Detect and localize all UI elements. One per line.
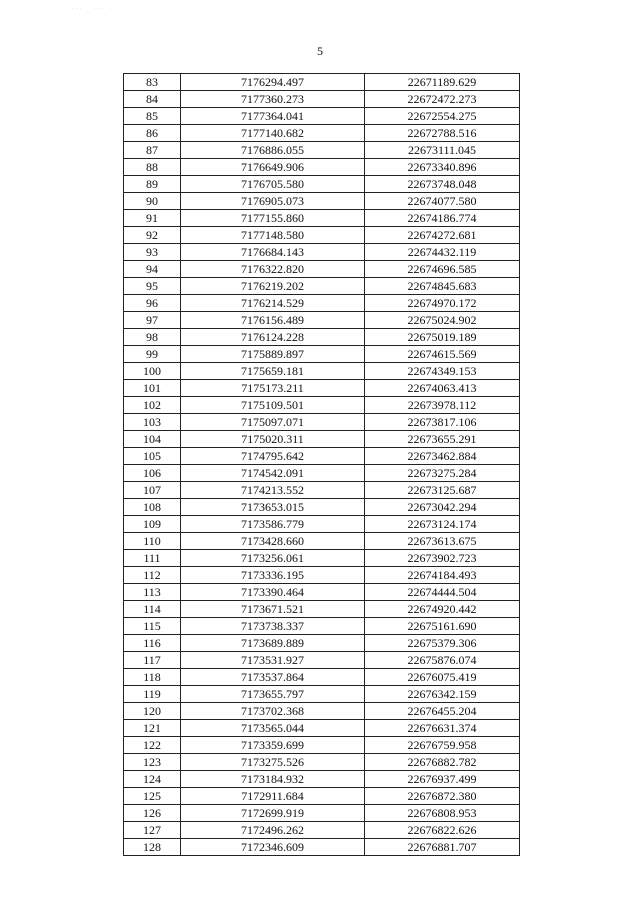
x-coordinate-cell: 7176705.580 xyxy=(181,176,365,193)
point-number-cell: 114 xyxy=(124,601,181,618)
x-coordinate-cell: 7176905.073 xyxy=(181,193,365,210)
x-coordinate-cell: 7173586.779 xyxy=(181,516,365,533)
table-row xyxy=(124,533,520,550)
y-coordinate-cell: 22676075.419 xyxy=(365,669,520,686)
point-number-cell: 100 xyxy=(124,363,181,380)
table-row xyxy=(124,380,520,397)
y-coordinate-cell: 22672788.516 xyxy=(365,125,520,142)
x-coordinate-cell: 7174213.552 xyxy=(181,482,365,499)
y-coordinate-cell: 22672472.273 xyxy=(365,91,520,108)
x-coordinate-cell: 7176156.489 xyxy=(181,312,365,329)
y-coordinate-cell: 22675024.902 xyxy=(365,312,520,329)
table-row xyxy=(124,771,520,788)
x-coordinate-cell: 7176214.529 xyxy=(181,295,365,312)
table-row xyxy=(124,414,520,431)
x-coordinate-cell: 7173275.526 xyxy=(181,754,365,771)
y-coordinate-cell: 22673462.884 xyxy=(365,448,520,465)
x-coordinate-cell: 7173336.195 xyxy=(181,567,365,584)
point-number-cell: 96 xyxy=(124,295,181,312)
x-coordinate-cell: 7173702.368 xyxy=(181,703,365,720)
table-row xyxy=(124,618,520,635)
y-coordinate-cell: 22674615.569 xyxy=(365,346,520,363)
x-coordinate-cell: 7173537.864 xyxy=(181,669,365,686)
x-coordinate-cell: 7173689.889 xyxy=(181,635,365,652)
point-number-cell: 128 xyxy=(124,839,181,856)
x-coordinate-cell: 7173256.061 xyxy=(181,550,365,567)
x-coordinate-cell: 7176886.055 xyxy=(181,142,365,159)
point-number-cell: 108 xyxy=(124,499,181,516)
table-row xyxy=(124,482,520,499)
x-coordinate-cell: 7173390.464 xyxy=(181,584,365,601)
y-coordinate-cell: 22676342.159 xyxy=(365,686,520,703)
table-row xyxy=(124,584,520,601)
table-row xyxy=(124,397,520,414)
point-number-cell: 126 xyxy=(124,805,181,822)
x-coordinate-cell: 7176322.820 xyxy=(181,261,365,278)
y-coordinate-cell: 22676455.204 xyxy=(365,703,520,720)
table-row xyxy=(124,125,520,142)
x-coordinate-cell: 7173655.797 xyxy=(181,686,365,703)
table-row xyxy=(124,329,520,346)
y-coordinate-cell: 22673978.112 xyxy=(365,397,520,414)
y-coordinate-cell: 22671189.629 xyxy=(365,74,520,91)
point-number-cell: 124 xyxy=(124,771,181,788)
point-number-cell: 105 xyxy=(124,448,181,465)
point-number-cell: 92 xyxy=(124,227,181,244)
x-coordinate-cell: 7177155.860 xyxy=(181,210,365,227)
y-coordinate-cell: 22676881.707 xyxy=(365,839,520,856)
table-row xyxy=(124,278,520,295)
point-number-cell: 84 xyxy=(124,91,181,108)
table-row xyxy=(124,567,520,584)
point-number-cell: 127 xyxy=(124,822,181,839)
y-coordinate-cell: 22674184.493 xyxy=(365,567,520,584)
point-number-cell: 112 xyxy=(124,567,181,584)
table-row xyxy=(124,516,520,533)
y-coordinate-cell: 22673817.106 xyxy=(365,414,520,431)
point-number-cell: 122 xyxy=(124,737,181,754)
x-coordinate-cell: 7177148.580 xyxy=(181,227,365,244)
point-number-cell: 97 xyxy=(124,312,181,329)
y-coordinate-cell: 22675019.189 xyxy=(365,329,520,346)
x-coordinate-cell: 7177364.041 xyxy=(181,108,365,125)
x-coordinate-cell: 7173565.044 xyxy=(181,720,365,737)
x-coordinate-cell: 7174795.642 xyxy=(181,448,365,465)
point-number-cell: 93 xyxy=(124,244,181,261)
point-number-cell: 95 xyxy=(124,278,181,295)
point-number-cell: 109 xyxy=(124,516,181,533)
table-row xyxy=(124,720,520,737)
table-row xyxy=(124,822,520,839)
y-coordinate-cell: 22674432.119 xyxy=(365,244,520,261)
table-row xyxy=(124,635,520,652)
point-number-cell: 103 xyxy=(124,414,181,431)
table-row xyxy=(124,176,520,193)
y-coordinate-cell: 22676631.374 xyxy=(365,720,520,737)
x-coordinate-cell: 7176294.497 xyxy=(181,74,365,91)
x-coordinate-cell: 7175173.211 xyxy=(181,380,365,397)
point-number-cell: 87 xyxy=(124,142,181,159)
y-coordinate-cell: 22675876.074 xyxy=(365,652,520,669)
y-coordinate-cell: 22673748.048 xyxy=(365,176,520,193)
y-coordinate-cell: 22674444.504 xyxy=(365,584,520,601)
y-coordinate-cell: 22674077.580 xyxy=(365,193,520,210)
table-row xyxy=(124,193,520,210)
table-row xyxy=(124,227,520,244)
x-coordinate-cell: 7176219.202 xyxy=(181,278,365,295)
table-row xyxy=(124,431,520,448)
table-row xyxy=(124,805,520,822)
table-row xyxy=(124,465,520,482)
x-coordinate-cell: 7173671.521 xyxy=(181,601,365,618)
table-row xyxy=(124,295,520,312)
point-number-cell: 102 xyxy=(124,397,181,414)
table-row xyxy=(124,703,520,720)
point-number-cell: 125 xyxy=(124,788,181,805)
table-row xyxy=(124,737,520,754)
y-coordinate-cell: 22676872.380 xyxy=(365,788,520,805)
table-row xyxy=(124,754,520,771)
y-coordinate-cell: 22673655.291 xyxy=(365,431,520,448)
point-number-cell: 107 xyxy=(124,482,181,499)
x-coordinate-cell: 7175109.501 xyxy=(181,397,365,414)
x-coordinate-cell: 7174542.091 xyxy=(181,465,365,482)
point-number-cell: 90 xyxy=(124,193,181,210)
y-coordinate-cell: 22674186.774 xyxy=(365,210,520,227)
point-number-cell: 91 xyxy=(124,210,181,227)
point-number-cell: 116 xyxy=(124,635,181,652)
table-row xyxy=(124,499,520,516)
y-coordinate-cell: 22676937.499 xyxy=(365,771,520,788)
table-row xyxy=(124,363,520,380)
coordinates-table xyxy=(123,73,520,856)
x-coordinate-cell: 7173359.699 xyxy=(181,737,365,754)
table-row xyxy=(124,142,520,159)
point-number-cell: 115 xyxy=(124,618,181,635)
y-coordinate-cell: 22674272.681 xyxy=(365,227,520,244)
table-row xyxy=(124,91,520,108)
y-coordinate-cell: 22674063.413 xyxy=(365,380,520,397)
x-coordinate-cell: 7176649.906 xyxy=(181,159,365,176)
x-coordinate-cell: 7173531.927 xyxy=(181,652,365,669)
x-coordinate-cell: 7175659.181 xyxy=(181,363,365,380)
y-coordinate-cell: 22676759.958 xyxy=(365,737,520,754)
point-number-cell: 94 xyxy=(124,261,181,278)
y-coordinate-cell: 22674845.683 xyxy=(365,278,520,295)
table-row xyxy=(124,601,520,618)
table-row xyxy=(124,788,520,805)
table-row xyxy=(124,312,520,329)
point-number-cell: 113 xyxy=(124,584,181,601)
point-number-cell: 104 xyxy=(124,431,181,448)
y-coordinate-cell: 22673111.045 xyxy=(365,142,520,159)
table-row xyxy=(124,550,520,567)
y-coordinate-cell: 22676882.782 xyxy=(365,754,520,771)
table-row xyxy=(124,261,520,278)
x-coordinate-cell: 7175889.897 xyxy=(181,346,365,363)
y-coordinate-cell: 22673125.687 xyxy=(365,482,520,499)
table-row xyxy=(124,244,520,261)
x-coordinate-cell: 7175097.071 xyxy=(181,414,365,431)
x-coordinate-cell: 7173738.337 xyxy=(181,618,365,635)
table-row xyxy=(124,108,520,125)
scan-artifact: · ··· ··· ·· xyxy=(50,6,118,12)
x-coordinate-cell: 7173428.660 xyxy=(181,533,365,550)
x-coordinate-cell: 7172699.919 xyxy=(181,805,365,822)
point-number-cell: 86 xyxy=(124,125,181,142)
y-coordinate-cell: 22673340.896 xyxy=(365,159,520,176)
point-number-cell: 119 xyxy=(124,686,181,703)
x-coordinate-cell: 7173184.932 xyxy=(181,771,365,788)
y-coordinate-cell: 22675379.306 xyxy=(365,635,520,652)
page-number: 5 xyxy=(317,44,323,58)
y-coordinate-cell: 22672554.275 xyxy=(365,108,520,125)
point-number-cell: 123 xyxy=(124,754,181,771)
y-coordinate-cell: 22674970.172 xyxy=(365,295,520,312)
y-coordinate-cell: 22673613.675 xyxy=(365,533,520,550)
y-coordinate-cell: 22676808.953 xyxy=(365,805,520,822)
point-number-cell: 99 xyxy=(124,346,181,363)
table-row xyxy=(124,448,520,465)
y-coordinate-cell: 22673275.284 xyxy=(365,465,520,482)
table-row xyxy=(124,652,520,669)
table-row xyxy=(124,669,520,686)
point-number-cell: 111 xyxy=(124,550,181,567)
point-number-cell: 110 xyxy=(124,533,181,550)
x-coordinate-cell: 7177140.682 xyxy=(181,125,365,142)
table-row xyxy=(124,839,520,856)
table-row xyxy=(124,686,520,703)
coordinates-table-body xyxy=(124,74,520,856)
x-coordinate-cell: 7172346.609 xyxy=(181,839,365,856)
point-number-cell: 98 xyxy=(124,329,181,346)
y-coordinate-cell: 22674696.585 xyxy=(365,261,520,278)
table-row xyxy=(124,159,520,176)
point-number-cell: 121 xyxy=(124,720,181,737)
x-coordinate-cell: 7172911.684 xyxy=(181,788,365,805)
table-row xyxy=(124,74,520,91)
y-coordinate-cell: 22674920.442 xyxy=(365,601,520,618)
x-coordinate-cell: 7173653.015 xyxy=(181,499,365,516)
y-coordinate-cell: 22673124.174 xyxy=(365,516,520,533)
x-coordinate-cell: 7176684.143 xyxy=(181,244,365,261)
point-number-cell: 120 xyxy=(124,703,181,720)
x-coordinate-cell: 7175020.311 xyxy=(181,431,365,448)
x-coordinate-cell: 7172496.262 xyxy=(181,822,365,839)
point-number-cell: 106 xyxy=(124,465,181,482)
point-number-cell: 118 xyxy=(124,669,181,686)
point-number-cell: 88 xyxy=(124,159,181,176)
point-number-cell: 89 xyxy=(124,176,181,193)
x-coordinate-cell: 7177360.273 xyxy=(181,91,365,108)
point-number-cell: 83 xyxy=(124,74,181,91)
y-coordinate-cell: 22674349.153 xyxy=(365,363,520,380)
y-coordinate-cell: 22673902.723 xyxy=(365,550,520,567)
point-number-cell: 85 xyxy=(124,108,181,125)
table-row xyxy=(124,346,520,363)
y-coordinate-cell: 22673042.294 xyxy=(365,499,520,516)
y-coordinate-cell: 22676822.626 xyxy=(365,822,520,839)
y-coordinate-cell: 22675161.690 xyxy=(365,618,520,635)
x-coordinate-cell: 7176124.228 xyxy=(181,329,365,346)
table-row xyxy=(124,210,520,227)
point-number-cell: 101 xyxy=(124,380,181,397)
point-number-cell: 117 xyxy=(124,652,181,669)
